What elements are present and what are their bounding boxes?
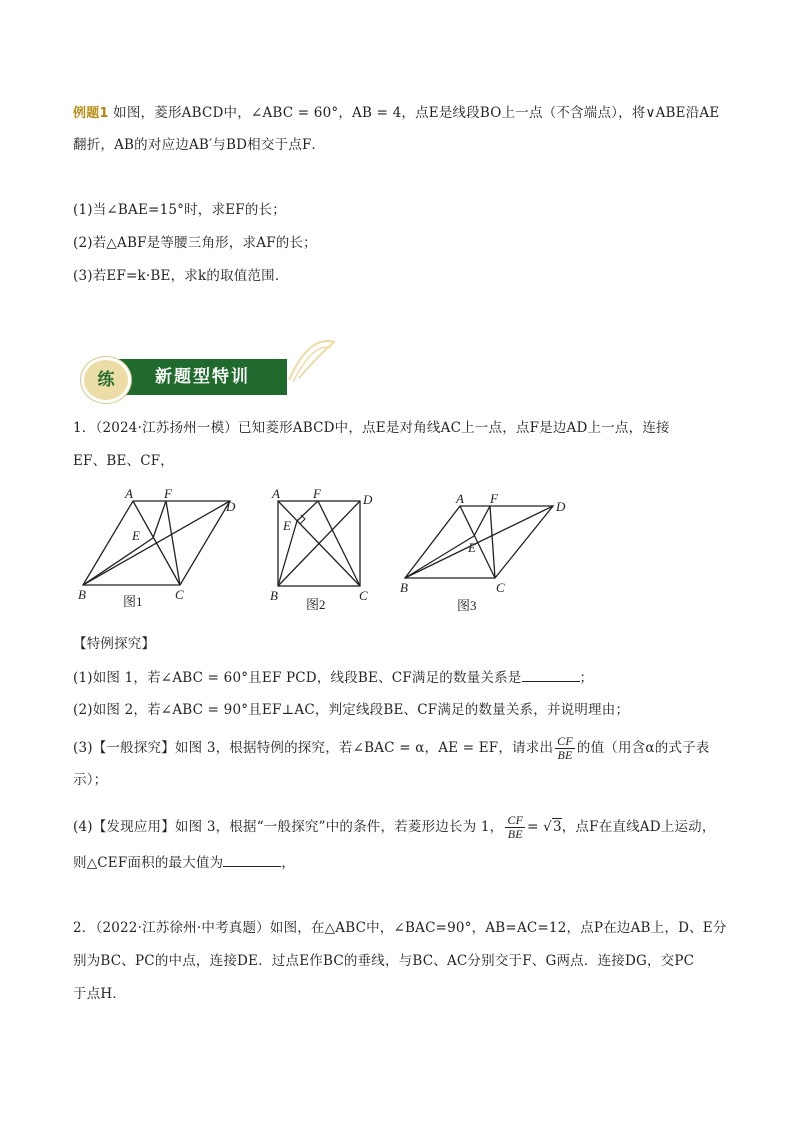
fig3-label-F: F	[490, 491, 498, 506]
example1-text: 如图，菱形ABCD中，∠ABC = 60°，AB = 4，点E是线段BO上一点（不含端点），将∨ABE沿AE	[113, 105, 720, 121]
fig1-label-E: E	[132, 528, 140, 543]
fraction-cf-be-2	[505, 814, 525, 841]
fig1-label-A: A	[125, 486, 133, 501]
example1-line1	[73, 103, 719, 124]
fig1-label-C: C	[175, 587, 184, 602]
fig3-caption: 图3	[457, 598, 477, 613]
problem1-q4-cont	[73, 852, 295, 873]
problem1-q3-text2: 的值（用含α的式子表	[576, 740, 710, 756]
problem1-q1-end: ；	[579, 670, 594, 686]
example1-q1: (1)当∠BAE=15°时，求EF的长；	[73, 202, 286, 218]
example1-q3: (3)若EF=k·BE，求k的取值范围．	[73, 268, 289, 284]
example1-line2: 翻折，AB的对应边AB′与BD相交于点F．	[73, 137, 326, 153]
sqrt-value: 3	[552, 819, 562, 835]
problem2-line3: 于点H．	[73, 986, 127, 1002]
problem1-q4-text3: 则△CEF面积的最大值为	[73, 855, 224, 871]
problem1-q4: (4)【发现应用】如图 3，根据“一般探究”中的条件，若菱形边长为 1， $\frac{CF}{BE}$ = √3，点F在直线AD上运动，	[73, 813, 716, 841]
fig3-label-C: C	[496, 580, 505, 595]
fig2-label-D: D	[363, 492, 373, 507]
problem1-q1	[73, 667, 593, 688]
problem1-line2: EF、BE、CF，	[73, 453, 174, 469]
problem1-figures	[70, 484, 590, 619]
section-banner	[79, 355, 309, 405]
fraction-numerator-2: CF	[507, 813, 524, 827]
equals-sign: =	[527, 819, 539, 835]
fig2-label-E: E	[283, 518, 291, 533]
fig2-label-F: F	[313, 486, 321, 501]
fig2-label-C: C	[359, 588, 368, 603]
fig1-label-B: B	[78, 587, 86, 602]
problem1-q3-text: (3)【一般探究】如图 3，根据特例的探究，若∠BAC = α，AE = EF，请求出	[73, 740, 554, 756]
example1-q2: (2)若△ABF是等腰三角形，求AF的长；	[73, 235, 317, 251]
problem2-line2: 别为BC、PC的中点，连接DE．过点E作BC的垂线，与BC、AC分别交于F、G两点．连接DG，交PC	[73, 953, 695, 969]
fig2-label-B: B	[270, 588, 278, 603]
problem1-q4-end: ，	[281, 855, 296, 871]
banner-circle-badge: 练	[81, 357, 131, 403]
fig2-caption: 图2	[306, 597, 326, 612]
problem1-line1: 1．（2024·江苏扬州一模）已知菱形ABCD中，点E是对角线AC上一点，点F是边AD上一点，连接	[73, 420, 670, 436]
banner-title: 新题型特训	[107, 359, 287, 395]
fig3-label-E: E	[468, 540, 476, 555]
fig3-label-D: D	[556, 499, 566, 514]
fraction-numerator: CF	[557, 734, 573, 748]
problem1-q4-text: (4)【发现应用】如图 3，根据“一般探究”中的条件，若菱形边长为 1，	[73, 819, 504, 835]
figure-1	[78, 486, 236, 609]
fraction-denominator-2: BE	[507, 827, 523, 841]
fig2-label-A: A	[272, 486, 280, 501]
fig1-label-F: F	[164, 486, 172, 501]
special-case-title: 【特例探究】	[73, 636, 156, 652]
problem1-q3-cont: 示）；	[73, 772, 108, 788]
problem1-q2: (2)如图 2，若∠ABC = 90°且EF⊥AC，判定线段BE、CF满足的数量关系，并说明理由；	[73, 702, 630, 718]
fig3-label-A: A	[456, 491, 464, 506]
problem1-q3	[73, 735, 710, 762]
problem2-line1: 2．（2022·江苏徐州·中考真题）如图，在△ABC中，∠BAC=90°，AB=AC=12，点P在边AB上，D、E分	[73, 920, 727, 936]
problem1-q1-text: (1)如图 1，若∠ABC = 60°且EF PCD，线段BE、CF满足的数量关系是	[73, 670, 522, 686]
example-tag: 例题1	[73, 106, 109, 121]
decorative-swirl-icon	[279, 330, 339, 390]
figure-3	[400, 491, 566, 613]
fig1-label-D: D	[226, 499, 236, 514]
fraction-cf-be	[555, 735, 575, 762]
problem1-q4-text2: ，点F在直线AD上运动，	[561, 819, 716, 835]
answer-blank-2	[223, 852, 281, 867]
fig3-label-B: B	[400, 580, 408, 595]
figure-2	[270, 486, 373, 612]
answer-blank	[522, 667, 580, 682]
fraction-denominator: BE	[557, 748, 573, 762]
fig1-caption: 图1	[123, 594, 143, 609]
